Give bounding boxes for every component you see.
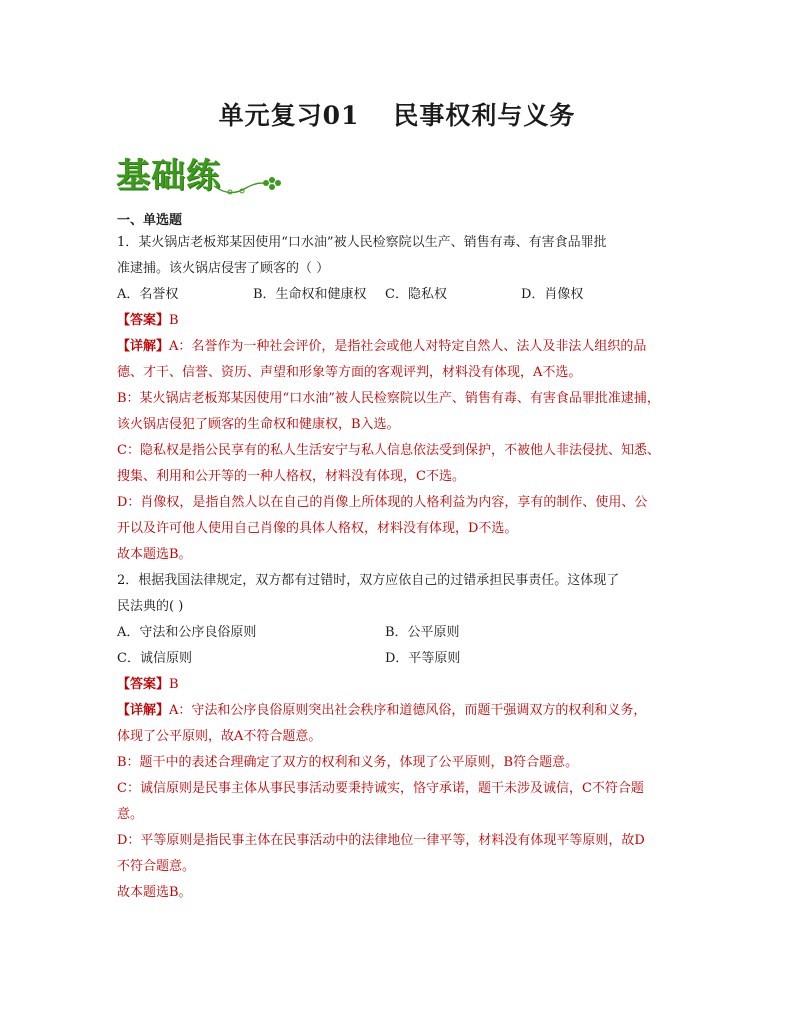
q1-detail-line: 德、才干、信誉、资历、声望和形象等方面的客观评判，材料没有体现，A不选。 bbox=[117, 365, 582, 380]
answer-tag: 【答案】 bbox=[117, 313, 170, 328]
q1-detail-line: 该火锅店侵犯了顾客的生命权和健康权，B入选。 bbox=[117, 417, 400, 432]
q2-detail-line: D：平等原则是指民事主体在民事活动中的法律地位一律平等，材料没有体现平等原则，故D bbox=[117, 833, 645, 848]
question-content bbox=[117, 214, 689, 906]
q2-option-a: A．守法和公序良俗原则 bbox=[117, 625, 257, 640]
question-1 bbox=[117, 230, 689, 568]
q1-detail-line: C：隐私权是指公民享有的私人生活安宁与私人信息依法受到保护，不被他人非法侵扰、知悉、 bbox=[117, 443, 660, 458]
q1-detail-line: 【详解】A：名誉作为一种社会评价，是指社会或他人对特定自然人、法人及非法人组织的品 bbox=[117, 339, 647, 354]
q2-option-b: B．公平原则 bbox=[385, 625, 460, 640]
page-title bbox=[0, 96, 794, 132]
q2-detail-line: 不符合题意。 bbox=[117, 859, 196, 874]
q1-detail-line: D：肖像权，是指自然人以在自己的肖像上所体现的人格利益为内容，享有的制作、使用、公 bbox=[117, 495, 648, 510]
q1-option-a: A．名誉权 bbox=[117, 287, 179, 302]
q1-option-c: C．隐私权 bbox=[385, 287, 447, 302]
answer-tag: 【答案】 bbox=[117, 677, 170, 692]
title-topic: 民事权利与义务 bbox=[393, 101, 576, 130]
q2-stem-line: 民法典的( ) bbox=[117, 599, 184, 614]
detail-tag: 【详解】 bbox=[117, 339, 170, 354]
q1-option-d: D．肖像权 bbox=[521, 287, 584, 302]
question-2 bbox=[117, 568, 689, 906]
q2-answer bbox=[117, 672, 689, 698]
q2-options-row bbox=[117, 620, 689, 646]
q2-detail-line: 【详解】A：守法和公序良俗原则突出社会秩序和道德风俗，而题干强调双方的权利和义务， bbox=[117, 703, 647, 718]
q2-detail-line: 意。 bbox=[117, 807, 144, 822]
q2-detail-line: 故本题选B。 bbox=[117, 885, 192, 900]
q2-stem-line: 2．根据我国法律规定，双方都有过错时，双方应依自己的过错承担民事责任。这体现了 bbox=[117, 573, 620, 588]
q1-detail-line: 故本题选B。 bbox=[117, 547, 192, 562]
q1-detail-line: B：某火锅店老板郑某因使用“口水油”被人民检察院以生产、销售有毒、有害食品罪批准逮捕， bbox=[117, 391, 660, 406]
answer-value: B bbox=[169, 313, 179, 328]
q1-answer bbox=[117, 308, 689, 334]
title-unit: 单元复习01 bbox=[218, 101, 360, 130]
q2-option-d: D．平等原则 bbox=[385, 651, 461, 666]
q1-stem-line: 1．某火锅店老板郑某因使用“口水油”被人民检察院以生产、销售有毒、有害食品罪批 bbox=[117, 235, 607, 250]
q2-option-c: C．诚信原则 bbox=[117, 651, 192, 666]
clover-vine-icon bbox=[212, 172, 282, 198]
q1-detail-line: 搜集、利用和公开等的一种人格权，材料没有体现，C不选。 bbox=[117, 469, 465, 484]
logo-text: 基础练 bbox=[116, 156, 221, 196]
practice-logo bbox=[116, 148, 286, 206]
q1-option-b: B．生命权和健康权 bbox=[253, 287, 367, 302]
answer-value: B bbox=[169, 677, 179, 692]
section-heading: 一、单选题 bbox=[117, 213, 183, 228]
q2-options-row bbox=[117, 646, 689, 672]
q2-detail-line: B：题干中的表述合理确定了双方的权利和义务，体现了公平原则，B符合题意。 bbox=[117, 755, 579, 770]
q1-stem-line: 准逮捕。该火锅店侵害了顾客的（ ） bbox=[117, 261, 330, 276]
q1-options bbox=[117, 282, 689, 308]
q1-detail-line: 开以及许可他人使用自己肖像的具体人格权，材料没有体现，D不选。 bbox=[117, 521, 518, 536]
detail-tag: 【详解】 bbox=[117, 703, 170, 718]
q2-detail-line: C：诚信原则是民事主体从事民事活动要秉持诚实，恪守承诺，题干未涉及诚信，C不符合题 bbox=[117, 781, 644, 796]
q2-detail-line: 体现了公平原则，故A不符合题意。 bbox=[117, 729, 322, 744]
